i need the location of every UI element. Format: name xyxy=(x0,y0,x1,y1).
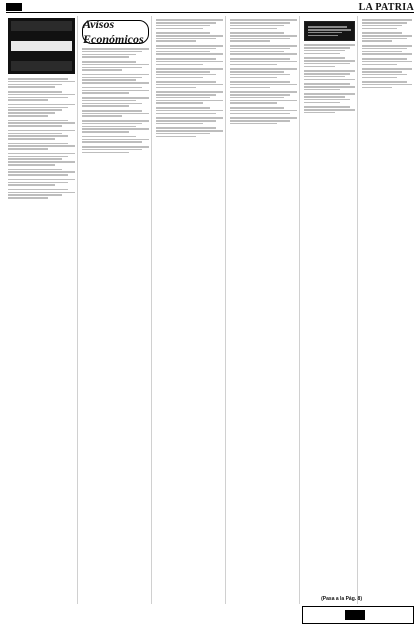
column-5 xyxy=(302,16,358,604)
newspaper-brand: LA PATRIA xyxy=(358,1,414,13)
page-header xyxy=(6,2,414,12)
classified-ad-block xyxy=(82,136,149,143)
classified-ad-block xyxy=(230,68,297,78)
classified-ad-block xyxy=(156,68,223,78)
promo-bar xyxy=(11,41,72,51)
classified-ad-block xyxy=(304,93,355,103)
section-title: Avisos Económicos xyxy=(82,20,149,44)
promo-bar xyxy=(11,21,72,31)
classified-ad-block xyxy=(156,127,223,137)
classified-ad-block xyxy=(8,169,75,176)
footer-ad-banner xyxy=(302,606,414,624)
column-3 xyxy=(154,16,226,604)
classified-ad-block xyxy=(304,83,355,90)
classified-ad-block xyxy=(230,107,297,114)
classified-ad-block xyxy=(230,19,297,29)
classified-ad-block xyxy=(304,57,355,67)
classified-ad-block xyxy=(8,143,75,150)
classified-ad-block xyxy=(82,87,149,94)
classified-ad-block xyxy=(230,58,297,65)
promo-box xyxy=(8,18,75,74)
classified-ad-block xyxy=(156,45,223,55)
classified-ad-block xyxy=(82,48,149,58)
column-6 xyxy=(360,16,414,604)
column-4 xyxy=(228,16,300,604)
classified-ad-block xyxy=(8,179,75,186)
classified-ad-block xyxy=(156,91,223,104)
classified-ad-block xyxy=(156,58,223,65)
classified-ad-block xyxy=(8,120,75,127)
classified-ad-block xyxy=(82,120,149,133)
classified-ad-block xyxy=(362,68,412,78)
classified-ad-block xyxy=(8,130,75,140)
header-rule xyxy=(6,12,414,13)
classified-ad-block xyxy=(156,107,223,114)
classified-ad-block xyxy=(8,91,75,101)
classified-ad-block xyxy=(8,153,75,166)
header-left xyxy=(6,3,22,11)
column-1 xyxy=(6,16,78,604)
classified-ad-block xyxy=(230,81,297,88)
classified-ad-block xyxy=(304,70,355,80)
highlight-box xyxy=(304,21,355,41)
classified-ad-block xyxy=(230,117,297,124)
classified-ad-block xyxy=(362,58,412,65)
classified-ad-block xyxy=(82,97,149,107)
column-2 xyxy=(80,16,152,604)
classified-ad-block xyxy=(230,91,297,104)
classified-ad-block xyxy=(230,32,297,42)
page-number-badge xyxy=(6,3,22,11)
classified-ad-block xyxy=(304,106,355,113)
continued-note: (Pasa a la Pág. 8) xyxy=(321,596,362,602)
classified-ad-block xyxy=(156,32,223,42)
classified-ad-block xyxy=(156,19,223,29)
classified-ad-block xyxy=(362,45,412,55)
classified-ad-block xyxy=(8,189,75,199)
classified-ad-block xyxy=(8,78,75,88)
logo-mark xyxy=(345,610,365,620)
classified-ad-block xyxy=(82,146,149,153)
classified-ad-block xyxy=(82,74,149,84)
classified-ad-block xyxy=(156,117,223,124)
classified-ad-block xyxy=(362,32,412,42)
classified-ad-block xyxy=(304,44,355,54)
classified-ad-block xyxy=(82,110,149,117)
classified-ad-block xyxy=(362,19,412,29)
classified-ad-block xyxy=(362,81,412,88)
classified-ad-block xyxy=(156,81,223,88)
classified-ad-block xyxy=(8,104,75,117)
classified-ad-block xyxy=(82,61,149,71)
classified-ad-block xyxy=(230,45,297,55)
promo-bar xyxy=(11,61,72,71)
